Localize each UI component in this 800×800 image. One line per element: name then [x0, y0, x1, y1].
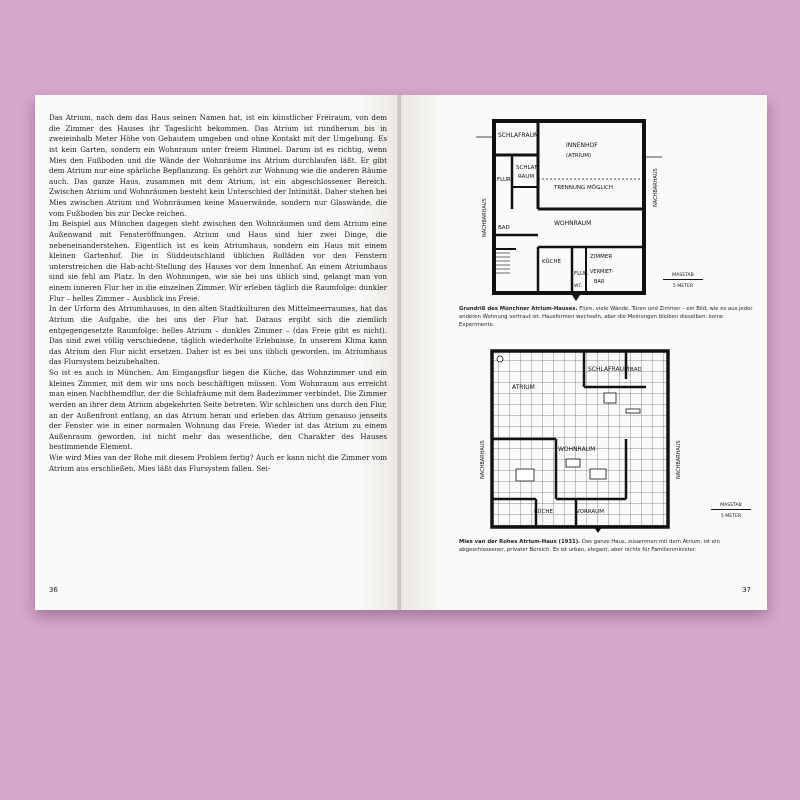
entrance-arrow-icon	[572, 295, 580, 301]
scale-label-2: MASSTAB	[720, 503, 742, 508]
paragraph: Wie wird Mies van der Rohe mit diesem Problem fertig? Auch er kann nicht die Zimmer vom Atrium aus erschließen. Mies läßt das Flursystem fallen. Sei-	[49, 453, 387, 473]
scale-bar-1	[663, 273, 703, 289]
label-wohnraum-mies: WOHNRAUM	[558, 446, 596, 453]
label-nachbarhaus-left-mies: NACHBARHAUS	[480, 440, 486, 479]
label-nachbarhaus-right-mies: NACHBARHAUS	[676, 440, 682, 479]
label-raum: RAUM	[518, 174, 535, 180]
label-nachbarhaus-right: NACHBARHAUS	[653, 168, 659, 207]
label-vorraum: VORRAUM	[576, 509, 604, 515]
paragraph: So ist es auch in München. Am Eingangsflur liegen die Küche, das Wohnzimmer und ein kleines Zimmer, mit dem wir uns noch beschäftigen müssen. Vom Wohnraum aus erreicht man einen Nachthemdflur, der die Schlafräume mit dem Badezimmer verbindet. Die Zimmer werden an ihrer dem Atrium abgekehrten Seite betreten. Wir schleichen uns durch den Flur, an der Außenfront entlang, an das Atrium heran und erleben das Atrium genauso jenseits der Fenster wie in einer normalen Wohnung das Freie. Wieder ist das Atrium zu einem Außenraum geworden, ist nicht mehr das wesentliche, den Charakter des Hauses bestimmende Element.	[49, 368, 387, 452]
caption-munich-title: Grundriß des Münchner Atrium-Hauses.	[459, 306, 578, 312]
label-flur-bottom: FLUR	[574, 271, 588, 277]
paragraph: Im Beispiel aus München dagegen steht zwischen den Wohnräumen und dem Atrium eine Außenwand mit Fensteröffnungen. Atrium und Haus sind hier zwei Dinge, die nebeneinanderstehen. Eigentlich ist es kein Atriumhaus, sondern ein Haus mit einem kleinen Gartenhof. Die in Süddeutschland üblichen Rolläden vor den Fenstern unterstreichen die Hab-acht-Stellung des Hauses vor dem Innenhof. An einem Atriumhaus sind sie fehl am Platz. In den Wohnungen, wie sie bei uns üblich sind, gelangt man von einem inneren Flur her in die einzelnen Zimmer. Wir erleben täglich die Raumfolge: dunkler Flur – helles Zimmer – Ausblick ins Freie.	[49, 219, 387, 303]
scale-label-1: MASSTAB	[672, 273, 694, 278]
label-nachbarhaus-left: NACHBARHAUS	[482, 198, 488, 237]
paragraph: Das Atrium, nach dem das Haus seinen Namen hat, ist ein künstlicher Freiraum, von dem die Zimmer des Hauses ihr Tageslicht bekommen. Das Atrium ist rundherum bis in zweieinhalb Meter Höhe von Gebautem umgeben und ohne Kontakt mit der Umgebung. Es ist kein Garten, sondern ein Wohnraum unter freiem Himmel. Darum ist es richtig, wenn Mies den Fußboden und die Wände der Wohnräume ins Atrium durchlaufen läßt. Er gibt dem Atrium nur eine spärliche Bepflanzung. Es gehört zur Wohnung wie die anderen Räume auch. Das ganze Haus, zusammen mit dem Atrium, ist ein abgeschlossener Bereich. Zwischen Atrium und Wohnräumen besteht kein Unterschied der Intimität. Daher stehen bei Mies zwischen Atrium und Wohnräumen keine Mauerwände, sondern nur Glaswände, die vom Fußboden bis zur Decke reichen.	[49, 113, 387, 218]
caption-mies-title: Mies van der Rohes Atrium-Haus (1931).	[459, 539, 581, 545]
label-schlaf: SCHLAF-	[516, 165, 540, 171]
munich-floor-plan	[476, 117, 676, 306]
label-bar: BAR	[594, 279, 605, 285]
label-vermiet: VERMIET-	[590, 269, 614, 275]
label-wohnraum: WOHNRAUM	[554, 220, 592, 227]
label-kueche: KÜCHE	[542, 259, 561, 265]
scale-value-1: 5 METER	[672, 284, 694, 289]
label-atrium-paren: (ATRIUM)	[566, 153, 592, 159]
open-book	[35, 95, 767, 610]
caption-munich	[459, 305, 759, 329]
body-text	[49, 113, 387, 474]
scale-value-2: 5 METER	[720, 514, 742, 519]
caption-mies	[459, 538, 759, 554]
label-trennung: TRENNUNG MÖGLICH	[554, 185, 614, 191]
mies-plan-drawing	[476, 349, 696, 534]
label-flur-left: FLUR	[497, 177, 511, 183]
paragraph: In der Urform des Atriumhauses, in den alten Stadtkulturen des Mittelmeerraumes, hat das Atrium die Aufgabe, die bei uns der Flur hat. Daraus ergibt sich die ziemlich entgegengesetzte Raumfolge: helles Atrium – dunkles Zimmer – (das Freie gibt es nicht). Das sind zwei völlig verschiedene, täglich wiederholte Erlebnisse. In unserem Klima kann das Atrium den Flur nicht ersetzen. Daher ist es bei uns üblich geworden, im Atriumhaus das Flursystem beizubehalten.	[49, 304, 387, 367]
page-number-left: 36	[49, 586, 58, 594]
right-page	[401, 95, 767, 610]
label-zimmer: ZIMMER	[590, 254, 613, 260]
page-number-right: 37	[742, 586, 751, 594]
mies-floor-plan	[476, 349, 696, 538]
label-wc: WC	[574, 284, 582, 289]
scale-bar-2	[711, 503, 751, 519]
label-atrium: ATRIUM	[512, 384, 535, 391]
label-schlafraum-top: SCHLAFRAUM	[498, 132, 540, 139]
caption-munich-text: Flure, viele Wände, Türen und Zimmer – ein Bild, wie es aus jeder anderen Wohnung vertraut ist. Hausformen wechseln, aber die Meinungen bleiben dieselben: keine Experimente.	[459, 306, 753, 328]
label-innenhof: INNENHOF	[566, 142, 598, 149]
caption-mies-text: Das ganze Haus, zusammen mit dem Atrium, ist ein abgeschlossener, privater Bereich. Es ist urban, elegant, aber nichts für Familienminister.	[459, 539, 720, 553]
entrance-arrow-icon	[594, 527, 602, 533]
label-schlafraum: SCHLAFRAUM	[588, 366, 630, 373]
munich-plan-drawing	[476, 117, 676, 302]
left-page	[35, 95, 401, 610]
label-kueche-mies: KÜCHE	[534, 509, 553, 515]
label-bad: BAD	[498, 225, 510, 231]
label-bad-mies: BAD	[630, 367, 642, 373]
